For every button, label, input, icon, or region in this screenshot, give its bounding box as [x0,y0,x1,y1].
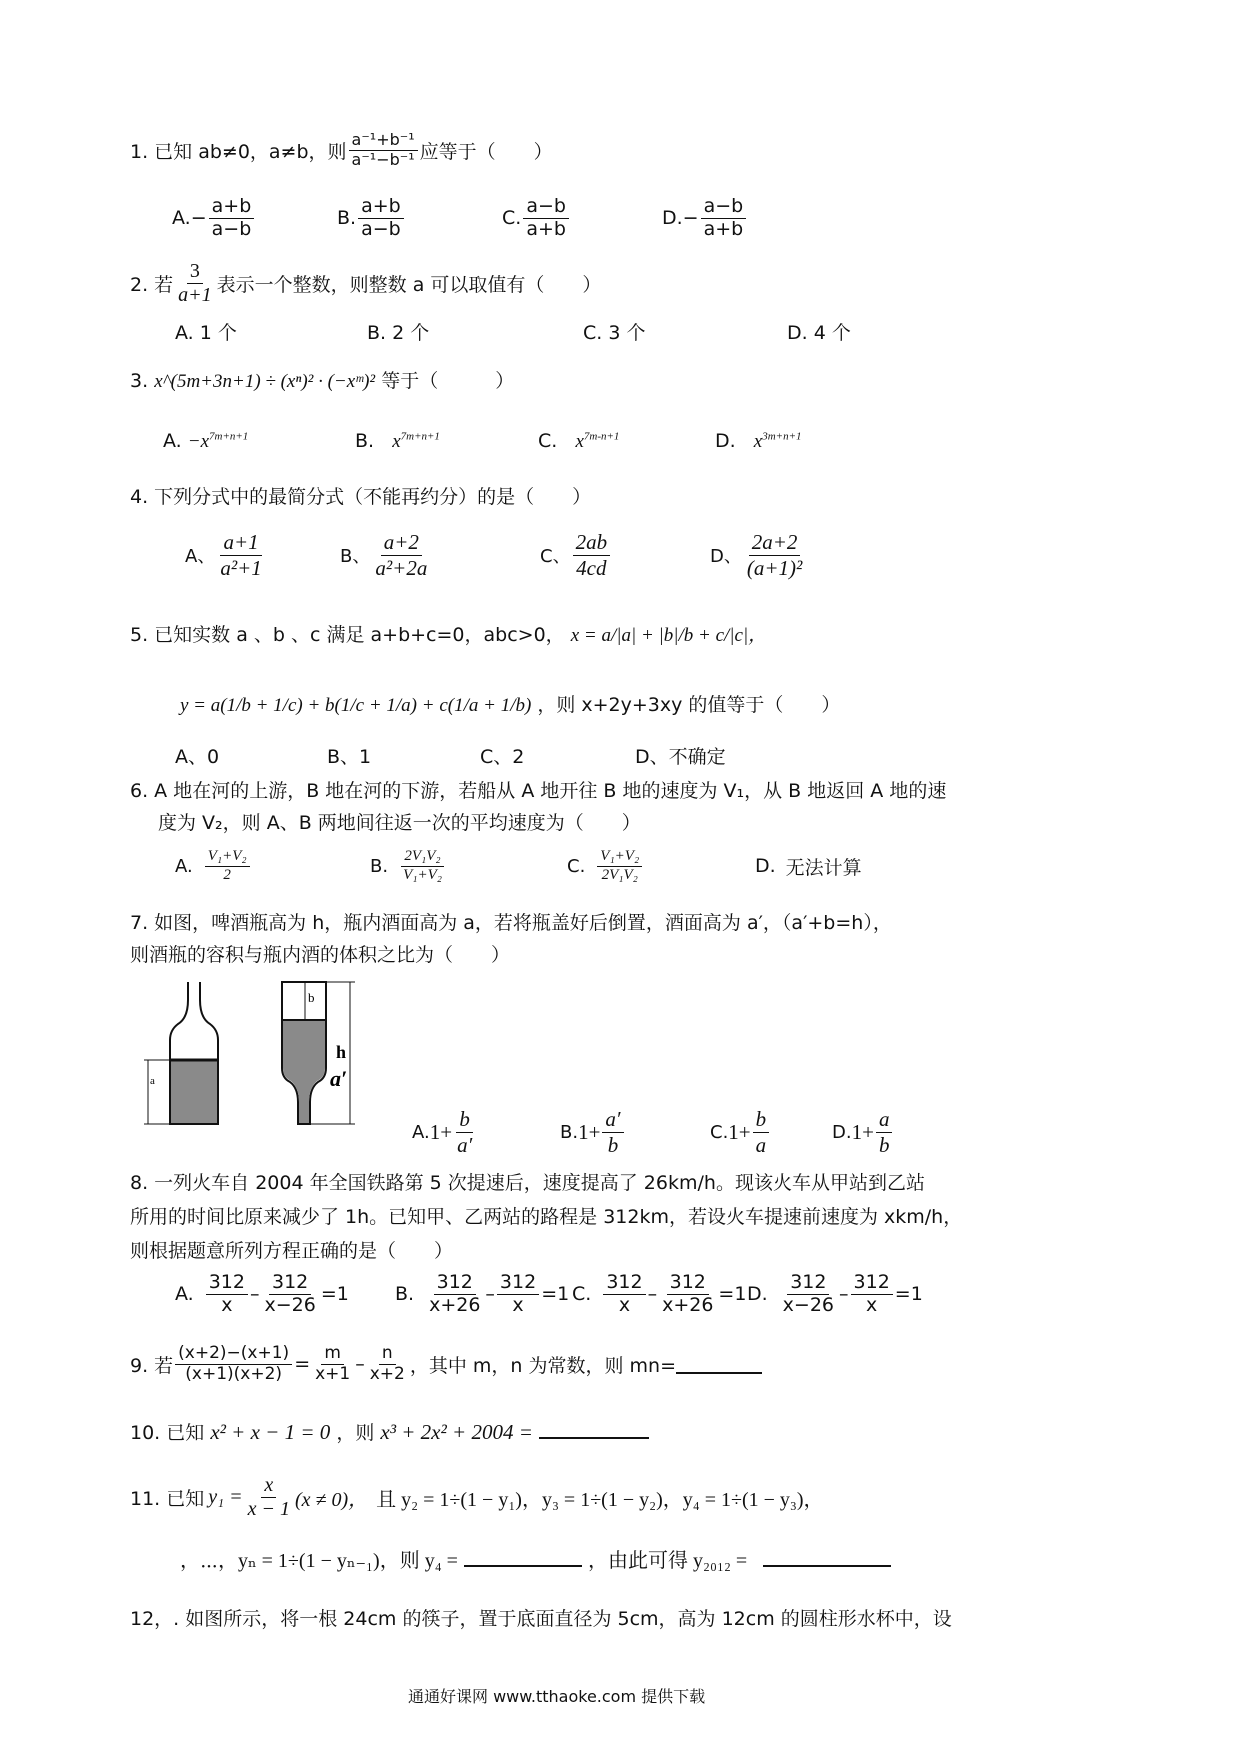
q6-line2: 度为 V₂，则 A、B 两地间往返一次的平均速度为（ ） [158,812,641,834]
option-label: A. [175,855,193,877]
q3-option-a [163,430,248,453]
option-label: A. [412,1121,430,1143]
option-num: a−b [701,196,747,219]
option-den: 4cd [576,555,607,580]
q8-option-a: A. $\frac{312}{x}$ – $\frac{312}{x-26}$ =1 [175,1270,349,1316]
q3-pre: 3. [130,370,149,392]
q2-fraction [175,260,215,307]
option-num: 312 [787,1272,829,1295]
q2-frac-den: a+1 [178,283,212,306]
q8-option-d: D. $\frac{312}{x-26}$ – $\frac{312}{x}$ =1 [747,1270,923,1316]
q10-expr2: x³ + 2x² + 2004 = [380,1420,533,1444]
option-label: D. [755,855,776,877]
option-num: 2a+2 [749,530,801,555]
q6-line1: 6. A 地在河的上游，B 地在河的下游，若船从 A 地开往 B 地的速度为 V₁，从 B 地返回 A 地的速 [130,780,947,802]
q7-option-b [560,1100,626,1164]
q1-stem: 1. 已知 ab≠0，a≠b，则 [130,140,347,163]
option-pre: 1+ [429,1119,453,1144]
option-den: 2V₁V₂ [601,866,638,883]
q11-y1-num: x [261,1474,276,1498]
option-label: A. [172,207,191,229]
q6-option-a [175,838,252,894]
option-den: a−b [361,217,401,240]
q11-y4-blank[interactable] [464,1547,582,1567]
option-den: x−26 [782,1293,835,1316]
q4-option-d [710,522,807,588]
option-label: A、 [185,546,216,567]
question-4: 4. 下列分式中的最简分式（不能再约分）的是（ ） [130,486,592,508]
option-label: B. [395,1283,415,1305]
option-base: x [575,431,584,452]
label-a-prime: a′ [330,1066,348,1091]
q10-pre: 10. 已知 [130,1422,205,1444]
option-num: 2ab [573,530,611,555]
q9-den: (x+1)(x+2) [185,1363,283,1384]
option-label: B. [370,855,389,877]
option-base: −x [187,431,210,452]
question-5 [130,620,767,647]
option-exp: 7m+n+1 [209,430,249,443]
option-den: a′ [457,1132,473,1157]
q11-y1-den: x − 1 [247,1497,290,1520]
q7-option-d [832,1100,894,1164]
q4-options [185,522,885,588]
option-label: C. [538,430,558,452]
question-10 [130,1418,649,1445]
question-1 [130,120,553,180]
option-label: B、 [340,546,371,567]
q8-option-b: B. $\frac{312}{x+26}$ – $\frac{312}{x}$ =1 [395,1270,570,1316]
q2-option-c: C. 3 个 [583,322,646,344]
option-text: 无法计算 [785,856,862,879]
q4-option-b [340,522,432,588]
option-base: x [392,431,401,452]
q11-pre: 11. 已知 [130,1487,205,1510]
q6-option-b [370,838,447,894]
option-num: 312 [667,1272,709,1295]
option-pre: 1+ [578,1119,601,1144]
option-label: C. [567,855,586,877]
q5-options [175,742,875,770]
q1-tail: 应等于（ ） [419,140,553,163]
option-den: a²+2a [375,555,428,580]
option-den: V₁+V₂ [403,866,442,883]
option-label: C. [710,1121,729,1143]
option-eq: =1 [320,1283,349,1305]
option-num: a+2 [381,530,422,555]
q3-option-c [538,430,619,453]
option-num: 312 [851,1272,893,1295]
q6-option-c [567,838,644,894]
option-base: x [753,431,763,452]
option-num: V₁+V₂ [597,848,642,866]
option-exp: 7m-n+1 [583,430,620,443]
option-sign: − [682,207,699,229]
option-eq: =1 [718,1283,747,1305]
option-den: x [512,1293,524,1316]
option-den: 2 [223,866,231,883]
option-sign: − [190,207,207,229]
option-label: C、 [540,546,571,567]
option-num: V₁+V₂ [205,848,250,866]
bottle-figure [140,978,410,1128]
q7-line2: 则酒瓶的容积与瓶内酒的体积之比为（ ） [130,944,511,966]
q11-y1-cond: (x ≠ 0)， [294,1488,369,1511]
q1-option-b [337,190,406,246]
q2-pre: 2. 若 [130,273,174,296]
q2-option-a: A. 1 个 [175,322,237,344]
question-3 [130,366,514,393]
option-label: C. [572,1283,592,1305]
option-den: b [878,1132,890,1157]
q8-option-c: C. $\frac{312}{x}$ – $\frac{312}{x+26}$ =1 [572,1270,747,1316]
option-label: D. [715,430,736,452]
q11-y1: y₁ = [208,1485,243,1508]
option-den: a+b [703,217,744,240]
q3-expression: x^(5m+3n+1) ÷ (xⁿ)² · (−xᵐ)² [154,371,376,392]
q5-tail: ，则 x+2y+3xy 的值等于（ ） [537,694,841,716]
option-den: x [866,1293,878,1316]
q8-line1: 8. 一列火车自 2004 年全国铁路第 5 次提速后，速度提高了 26km/h。现该火车从甲站到乙站 [130,1172,925,1194]
option-num: b [753,1107,770,1132]
q10-mid: ，则 [336,1422,375,1444]
q1-option-c [502,190,571,246]
q2-options [175,318,975,346]
option-label: B. [337,207,357,229]
q9-m-num: m [321,1344,344,1365]
option-num: a+b [358,196,404,219]
option-label: B. [560,1121,579,1143]
q9-m-den: x+1 [315,1363,351,1384]
q8-line3: 则根据题意所列方程正确的是（ ） [130,1240,454,1262]
option-num: a′ [602,1107,623,1132]
option-pre: 1+ [728,1119,751,1144]
option-den: x+26 [429,1293,481,1316]
question-9: 9. 若 $\frac{(x+2)-(x+1)}{(x+1)(x+2)}$ = $\frac{m}{x+1}$ – $\frac{n}{x+2}$ ，其中 m，n 为常数，则 mn= [130,1336,762,1392]
q3-option-d [715,430,802,453]
q1-frac-den: a⁻¹−b⁻¹ [351,149,415,169]
q4-option-c [540,522,612,588]
option-exp: 3m+n+1 [762,430,802,443]
option-label: D. [747,1283,768,1305]
option-num: 2V₁V₂ [401,848,443,866]
q1-options [172,190,872,246]
q3-option-b [355,430,440,453]
option-eq: =1 [541,1283,570,1305]
option-exp: 7m+n+1 [400,430,440,443]
option-den: a+b [526,217,566,240]
q7-line1: 7. 如图，啤酒瓶高为 h，瓶内酒面高为 a，若将瓶盖好后倒置，酒面高为 a′，（a′+b=h）， [130,912,892,934]
q1-option-d [662,190,748,246]
q11-y2012-blank[interactable] [763,1547,891,1567]
q1-frac-num: a⁻¹+b⁻¹ [349,131,418,150]
q9-answer-blank[interactable] [676,1354,762,1374]
option-label: D. [832,1121,852,1143]
q6-option-d [755,838,862,894]
q11-line2-mid: ，由此可得 y₂₀₁₂ = [588,1550,748,1572]
option-num: 312 [497,1272,539,1295]
q5-option-d: D、不确定 [635,746,726,768]
option-label: A. [163,430,182,452]
option-den: x [618,1293,631,1316]
q1-option-a [172,190,256,246]
q9-pre: 9. 若 [130,1354,174,1377]
option-num: b [456,1107,473,1132]
q9-n-den: x+2 [369,1363,405,1384]
q7-option-c [710,1100,771,1164]
q11-line2 [180,1544,891,1573]
option-label: D. [662,207,683,229]
question-2 [130,252,601,314]
q6-options [175,838,975,894]
option-label: A. [175,1283,194,1305]
q3-options [163,430,963,466]
q7-options [412,1100,932,1164]
q2-frac-num: 3 [187,260,203,284]
option-den: a−b [211,217,252,240]
option-den: x+26 [662,1293,714,1316]
question-11 [130,1466,824,1528]
option-num: 312 [269,1272,311,1295]
q10-answer-blank[interactable] [539,1419,649,1439]
option-num: 312 [206,1272,248,1295]
option-num: a+1 [220,530,261,555]
q11-line1-rest: 且 y₂ = 1÷(1 − y₁)，y₃ = 1÷(1 − y₂)，y₄ = 1÷(1 − y₃)， [376,1488,824,1511]
q5-line1: 5. 已知实数 a 、b 、c 满足 a+b+c=0，abc>0， [130,624,565,646]
option-den: (a+1)² [746,555,803,580]
q5-option-c: C、2 [480,746,525,768]
q5-y-expression: y = a(1/b + 1/c) + b(1/c + 1/a) + c(1/a + 1/b) [180,695,532,716]
q8-options [175,1266,975,1322]
q5-x-expression: x = a/|a| + |b|/b + c/|c|， [570,625,768,646]
option-num: a [876,1107,893,1132]
option-label: B. [355,430,375,452]
option-pre: 1+ [851,1119,874,1144]
upright-bottle-liquid [171,1060,217,1123]
label-b: b [308,990,315,1005]
q10-expr1: x² + x − 1 = 0 [210,1420,331,1444]
label-a-left: a [150,1075,155,1087]
q9-post: ，其中 m，n 为常数，则 mn= [409,1354,676,1377]
q8-line2: 所用的时间比原来减少了 1h。已知甲、乙两站的路程是 312km，若设火车提速前速度为 xkm/h， [130,1206,963,1228]
option-num: a+b [209,196,255,219]
q2-option-d: D. 4 个 [787,322,851,344]
q7-option-a [412,1100,477,1164]
q4-option-a [185,522,267,588]
inverted-bottle-liquid [283,1020,325,1123]
option-num: a−b [523,196,569,219]
q12-line1: 12，. 如图所示，将一根 24cm 的筷子，置于底面直径为 5cm，高为 12cm 的圆柱形水杯中，设 [130,1608,952,1630]
page-footer: 通通好课网 www.tthaoke.com 提供下载 [408,1687,706,1706]
option-den: x−26 [264,1293,316,1316]
option-den: a²+1 [220,555,262,580]
q9-eq: = [294,1353,311,1375]
q9-num: (x+2)−(x+1) [175,1344,292,1365]
q9-n-num: n [379,1344,396,1365]
option-label: D、 [710,546,742,567]
option-num: 312 [603,1272,645,1295]
option-num: 312 [434,1272,476,1295]
label-h: h [336,1042,347,1062]
q1-fraction [349,131,418,169]
q5-option-a: A、0 [175,746,220,768]
option-den: b [607,1132,619,1157]
q3-post: 等于（ ） [381,370,515,392]
q5-option-b: B、1 [327,746,372,768]
q2-option-b: B. 2 个 [367,322,430,344]
option-label: C. [502,207,522,229]
q11-line2-pre: ，⋯，yₙ = 1÷(1 − yₙ₋₁)，则 y₄ = [180,1550,458,1572]
option-den: x [221,1293,233,1316]
q5-line2 [180,690,840,717]
option-eq: =1 [894,1283,923,1305]
option-den: a [755,1132,767,1157]
q2-post: 表示一个整数，则整数 a 可以取值有（ ） [216,273,602,296]
